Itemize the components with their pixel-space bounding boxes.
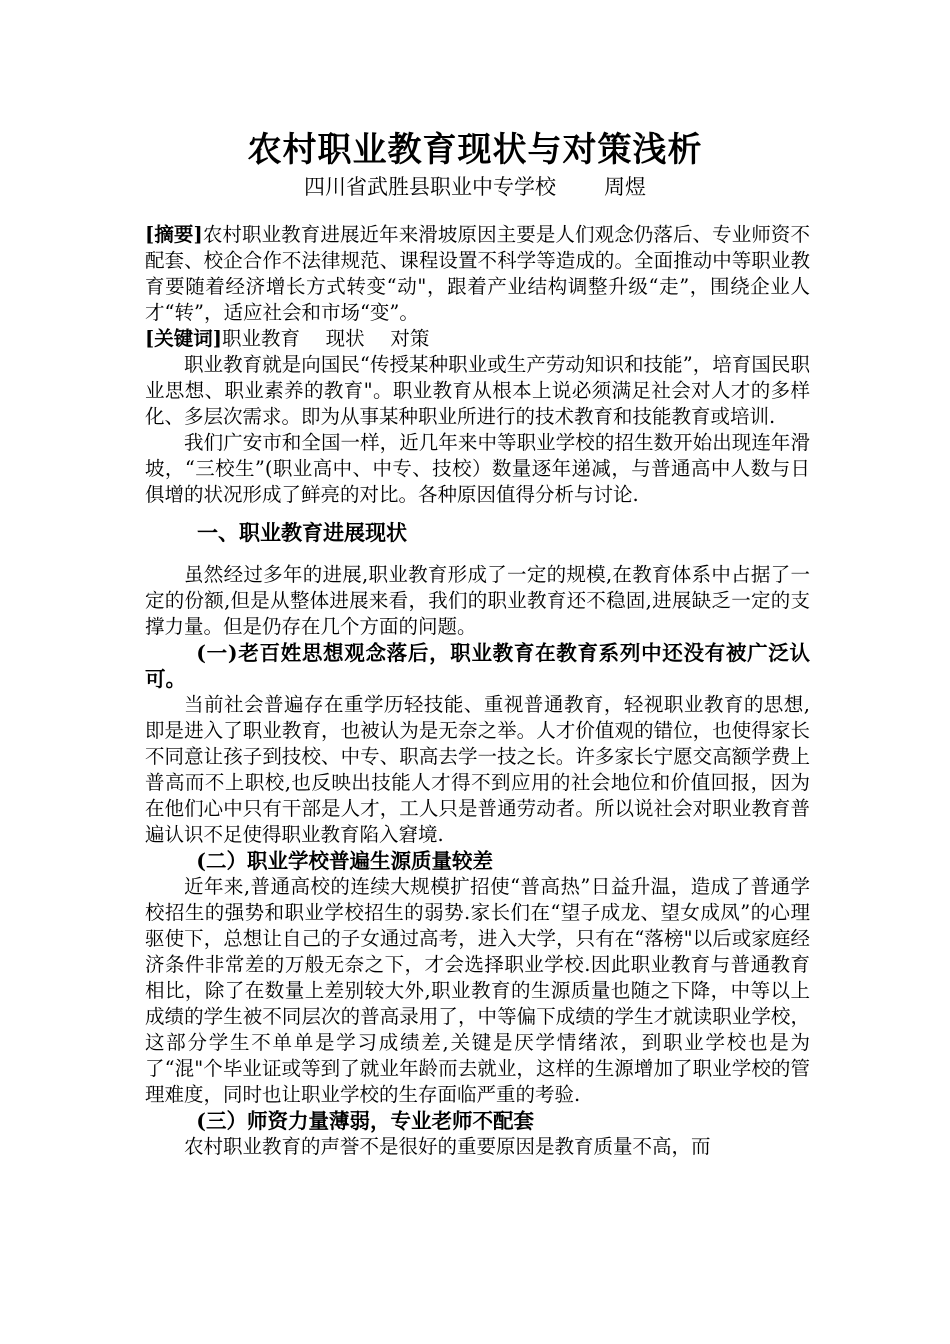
- abstract-label: [摘要]: [145, 223, 203, 246]
- subsection-2-paragraph: 近年来,普通高校的连续大规模扩招使“普高热”日益升温，造成了普通学校招生的强势和职业学校招生的弱势.家长们在“望子成龙、望女成凤”的心理驱使下，总想让自己的子女通过高考，进入大学，只有在“落榜"以后或家庭经济条件非常差的万般无奈之下，才会选择职业学校.因此职业教育与普通教育相比，除了在数量上差别较大外,职业教育的生源质量也随之下降，中等以上成绩的学生被不同层次的普高录用了，中等偏下成绩的学生才就读职业学校，这部分学生不单单是学习成绩差,关键是厌学情绪浓，到职业学校也是为了“混"个毕业证或等到了就业年龄而去就业，这样的生源增加了职业学校的管理难度，同时也让职业学校的生存面临严重的考验.: [145, 875, 810, 1106]
- subsection-1-paragraph: 当前社会普遍存在重学历轻技能、重视普通教育，轻视职业教育的思想,即是进入了职业教育，也被认为是无奈之举。人才价值观的错位，也使得家长不同意让孩子到技校、中专、职高去学一技之长。许多家长宁愿交高额学费上普高而不上职校,也反映出技能人才得不到应用的社会地位和价值回报，因为在他们心中只有干部是人才，工人只是普通劳动者。所以说社会对职业教育普遍认识不足使得职业教育陷入窘境.: [145, 693, 810, 846]
- abstract: [145, 222, 810, 326]
- author-name: 周煜: [604, 175, 646, 199]
- keywords-label: [关键词]: [145, 327, 222, 350]
- document-body: [145, 222, 810, 1160]
- keywords-text: 职业教育 现状 对策: [221, 327, 430, 350]
- intro-paragraph-2: 我们广安市和全国一样，近几年来中等职业学校的招生数开始出现连年滑坡，“三校生”(职业高中、中专、技校）数量逐年递减，与普通高中人数与日俱增的状况形成了鲜亮的对比。各种原因值得分析与讨论.: [145, 431, 810, 506]
- section-1-paragraph: 虽然经过多年的进展,职业教育形成了一定的规模,在教育体系中占据了一定的份额,但是从整体进展来看，我们的职业教育还不稳固,进展缺乏一定的支撑力量。但是仍存在几个方面的问题。: [145, 563, 810, 638]
- subsection-1-heading: (一)老百姓思想观念落后，职业教育在教育系列中还没有被广泛认可。: [145, 641, 810, 691]
- author-school: 四川省武胜县职业中专学校: [304, 175, 556, 199]
- intro-paragraph-1: 职业教育就是向国民“传授某种职业或生产劳动知识和技能”，培育国民职业思想、职业素养的教育"。职业教育从根本上说必须满足社会对人才的多样化、多层次需求。即为从事某种职业所进行的技术教育和技能教育或培训.: [145, 353, 810, 428]
- subsection-2-heading: (二）职业学校普遍生源质量较差: [196, 849, 493, 873]
- subsection-3-heading: (三）师资力量薄弱，专业老师不配套: [196, 1109, 534, 1133]
- abstract-text: 农村职业教育进展近年来滑坡原因主要是人们观念仍落后、专业师资不配套、校企合作不法律规范、课程设置不科学等造成的。全面推动中等职业教育要随着经济增长方式转变“动"，跟着产业结构调整升级“走”，围绕企业人才“转”，适应社会和市场“变”。: [145, 223, 810, 324]
- keywords: [145, 326, 810, 352]
- author-line: [0, 173, 950, 201]
- page-title: 农村职业教育现状与对策浅析: [247, 130, 703, 170]
- section-1-heading: 一、职业教育进展现状: [197, 520, 407, 545]
- subsection-3-paragraph: 农村职业教育的声誉不是很好的重要原因是教育质量不高，而: [184, 1135, 711, 1158]
